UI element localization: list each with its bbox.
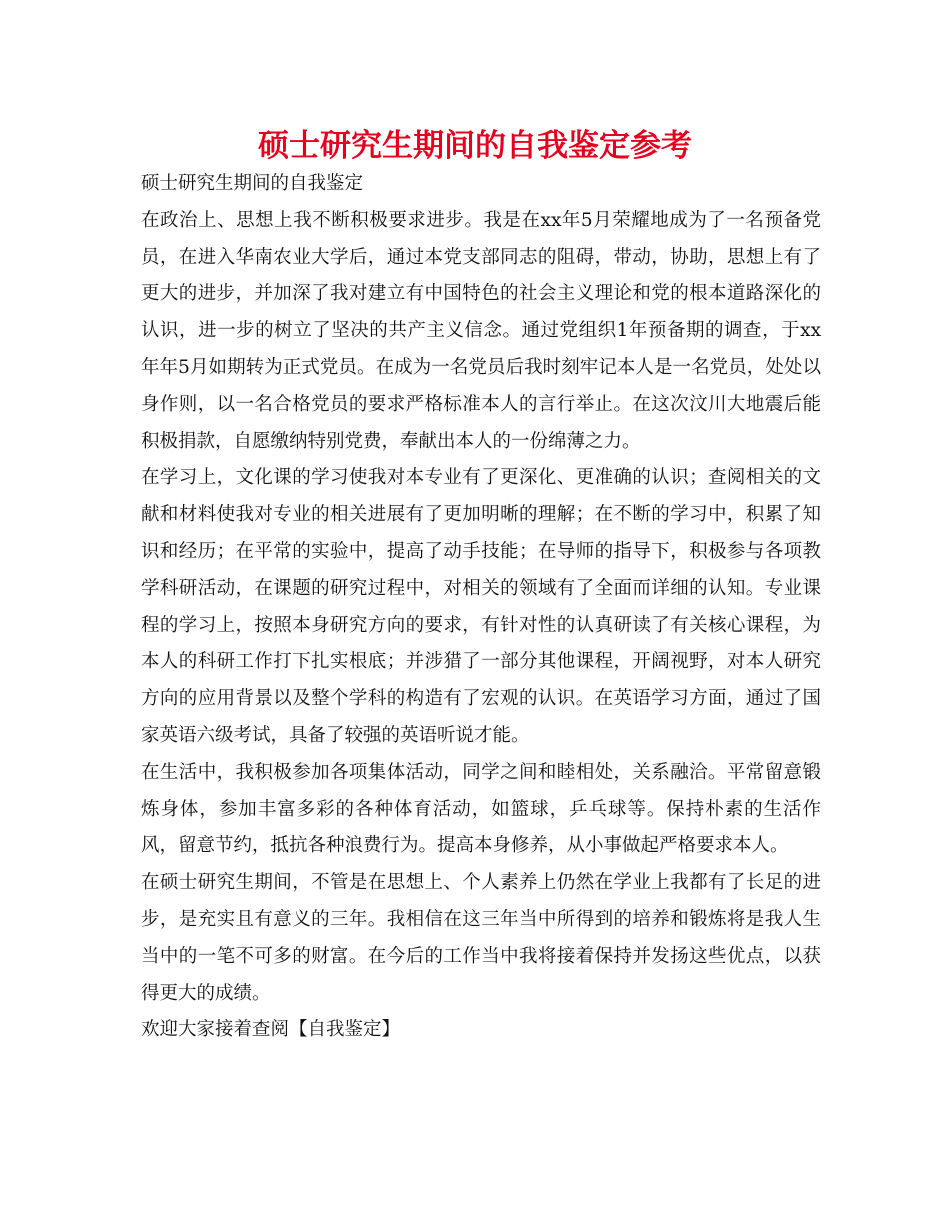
document-body bbox=[141, 166, 821, 1049]
paragraph-study: 在学习上，文化课的学习使我对本专业有了更深化、更准确的认识；查阅相关的文献和材料使我对专业的相关进展有了更加明晰的理解；在不断的学习中，积累了知识和经历；在平常的实验中，提高了动手技能；在导师的指导下，积极参与各项教学科研活动，在课题的研究过程中，对相关的领域有了全面而详细的认知。专业课程的学习上，按照本身研究方向的要求，有针对性的认真研读了有关核心课程，为本人的科研工作打下扎实根底；并涉猎了一部分其他课程，开阔视野，对本人研究方向的应用背景以及整个学科的构造有了宏观的认识。在英语学习方面，通过了国家英语六级考试，具备了较强的英语听说才能。 bbox=[141, 467, 821, 746]
paragraph-summary: 在硕士研究生期间，不管是在思想上、个人素养上仍然在学业上我都有了长足的进步，是充实且有意义的三年。我相信在这三年当中所得到的培养和锻炼将是我人生当中的一笔不可多的财富。在今后的工作当中我将接着保持并发扬这些优点，以获得更大的成绩。 bbox=[141, 872, 821, 1004]
footer-link-text: 欢迎大家接着查阅【自我鉴定】 bbox=[141, 1019, 401, 1041]
document-title: 硕士研究生期间的自我鉴定参考 bbox=[258, 128, 692, 164]
document-subtitle: 硕士研究生期间的自我鉴定 bbox=[141, 173, 364, 194]
paragraph-life: 在生活中，我积极参加各项集体活动，同学之间和睦相处，关系融洽。平常留意锻炼身体，参加丰富多彩的各种体育活动，如篮球，乒乓球等。保持朴素的生活作风，留意节约，抵抗各种浪费行为。提高本身修养，从小事做起严格要求本人。 bbox=[141, 761, 821, 857]
paragraph-politics: 在政治上、思想上我不断积极要求进步。我是在xx年5月荣耀地成为了一名预备党员，在进入华南农业大学后，通过本党支部同志的阻碍，带动，协助，思想上有了更大的进步，并加深了我对建立有中国特色的社会主义理论和党的根本道路深化的认识，进一步的树立了坚决的共产主义信念。通过党组织1年预备期的调查，于xx年年5月如期转为正式党员。在成为一名党员后我时刻牢记本人是一名党员，处处以身作则，以一名合格党员的要求严格标准本人的言行举止。在这次汶川大地震后能积极捐款，自愿缴纳特别党费，奉献出本人的一份绵薄之力。 bbox=[141, 209, 821, 452]
